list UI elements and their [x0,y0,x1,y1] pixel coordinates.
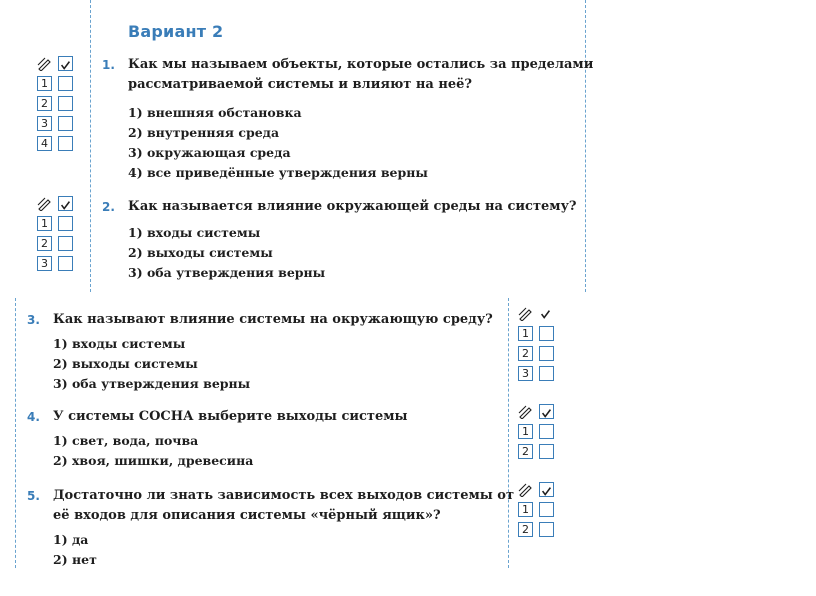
option-1: 1) свет, вода, почва [53,433,199,448]
question-number: 3. [27,313,40,327]
grid-row-3 [37,116,83,132]
left-margin-line-top [90,0,91,292]
answer-checkbox[interactable] [539,346,554,361]
answer-number-cell: 2 [37,236,52,251]
question-3 [27,311,507,401]
checkmark-icon [59,199,72,212]
answer-checkbox[interactable] [58,136,73,151]
answer-number-cell: 1 [518,424,533,439]
left-margin-line-bottom [15,298,16,568]
checkmark-icon [540,407,553,420]
question-text-line-1: Как называют влияние системы на окружающую среду? [53,312,493,327]
question-1 [102,56,594,186]
pencil-icon [518,306,534,321]
answer-checkbox[interactable] [58,256,73,271]
question-text-line-1: Как мы называем объекты, которые остались за пределами [128,57,594,72]
grid-row-1 [37,76,83,92]
right-margin-line-top [585,0,586,292]
answer-checkbox[interactable] [58,216,73,231]
checkmark-box [539,482,554,497]
answer-number-cell: 1 [518,502,533,517]
pencil-icon [37,196,53,211]
option-1: 1) входы системы [128,225,261,240]
pencil-icon [518,482,534,497]
grid-row-2 [518,346,564,362]
question-number: 2. [102,200,115,214]
pencil-icon [37,56,53,71]
answer-number-cell: 3 [37,116,52,131]
option-3: 3) оба утверждения верны [53,376,251,391]
pencil-icon [518,404,534,419]
answer-checkbox[interactable] [539,502,554,517]
answer-checkbox[interactable] [539,522,554,537]
answer-checkbox[interactable] [539,326,554,341]
answer-number-cell: 1 [37,76,52,91]
grid-header [37,56,83,72]
variant-title: Вариант 2 [128,22,224,41]
option-2: 2) нет [53,552,97,567]
answer-checkbox[interactable] [539,366,554,381]
option-2: 2) выходы системы [53,356,198,371]
checkmark-icon [59,59,72,72]
answer-number-cell: 3 [518,366,533,381]
question-2 [102,198,582,288]
answer-number-cell: 2 [518,444,533,459]
answer-number-cell: 3 [37,256,52,271]
question-number: 5. [27,489,40,503]
question-text-line-2: рассматриваемой системы и влияют на неё? [128,77,473,92]
grid-row-1 [518,326,564,342]
option-1: 1) да [53,532,89,547]
grid-row-1 [518,502,564,518]
question-text-line-1: Достаточно ли знать зависимость всех выходов системы от [53,488,515,503]
checkmark-box [539,306,554,321]
answer-checkbox[interactable] [58,116,73,131]
checkmark-box [58,196,73,211]
question-number: 4. [27,410,40,424]
answer-checkbox[interactable] [58,236,73,251]
option-2: 2) хвоя, шишки, древесина [53,453,254,468]
checkmark-icon [539,308,552,321]
option-3: 3) оба утверждения верны [128,265,326,280]
question-text-line-2: её входов для описания системы «чёрный ящик»? [53,508,441,523]
option-2: 2) внутренняя среда [128,125,280,140]
answer-number-cell: 2 [37,96,52,111]
checkmark-box [58,56,73,71]
grid-row-3 [518,366,564,382]
answer-checkbox[interactable] [539,444,554,459]
answer-number-cell: 4 [37,136,52,151]
grid-row-2 [518,444,564,460]
grid-row-1 [37,216,83,232]
question-5 [27,487,515,577]
option-1: 1) входы системы [53,336,186,351]
grid-header [37,196,83,212]
grid-row-2 [37,96,83,112]
option-1: 1) внешняя обстановка [128,105,302,120]
grid-header [518,482,564,498]
answer-number-cell: 1 [518,326,533,341]
option-3: 3) окружающая среда [128,145,291,160]
question-text-line-1: Как называется влияние окружающей среды на систему? [128,199,577,214]
grid-row-2 [37,236,83,252]
checkmark-box [539,404,554,419]
question-4 [27,408,507,478]
answer-checkbox[interactable] [539,424,554,439]
grid-row-3 [37,256,83,272]
answer-number-cell: 1 [37,216,52,231]
right-margin-line-bottom [508,298,509,568]
option-2: 2) выходы системы [128,245,273,260]
answer-number-cell: 2 [518,346,533,361]
grid-row-4 [37,136,83,152]
answer-checkbox[interactable] [58,96,73,111]
option-4: 4) все приведённые утверждения верны [128,165,428,180]
grid-row-2 [518,522,564,538]
grid-header [518,404,564,420]
grid-header [518,306,564,322]
answer-number-cell: 2 [518,522,533,537]
answer-checkbox[interactable] [58,76,73,91]
question-number: 1. [102,58,115,72]
grid-row-1 [518,424,564,440]
checkmark-icon [540,485,553,498]
question-text-line-1: У системы СОСНА выберите выходы системы [53,409,408,424]
